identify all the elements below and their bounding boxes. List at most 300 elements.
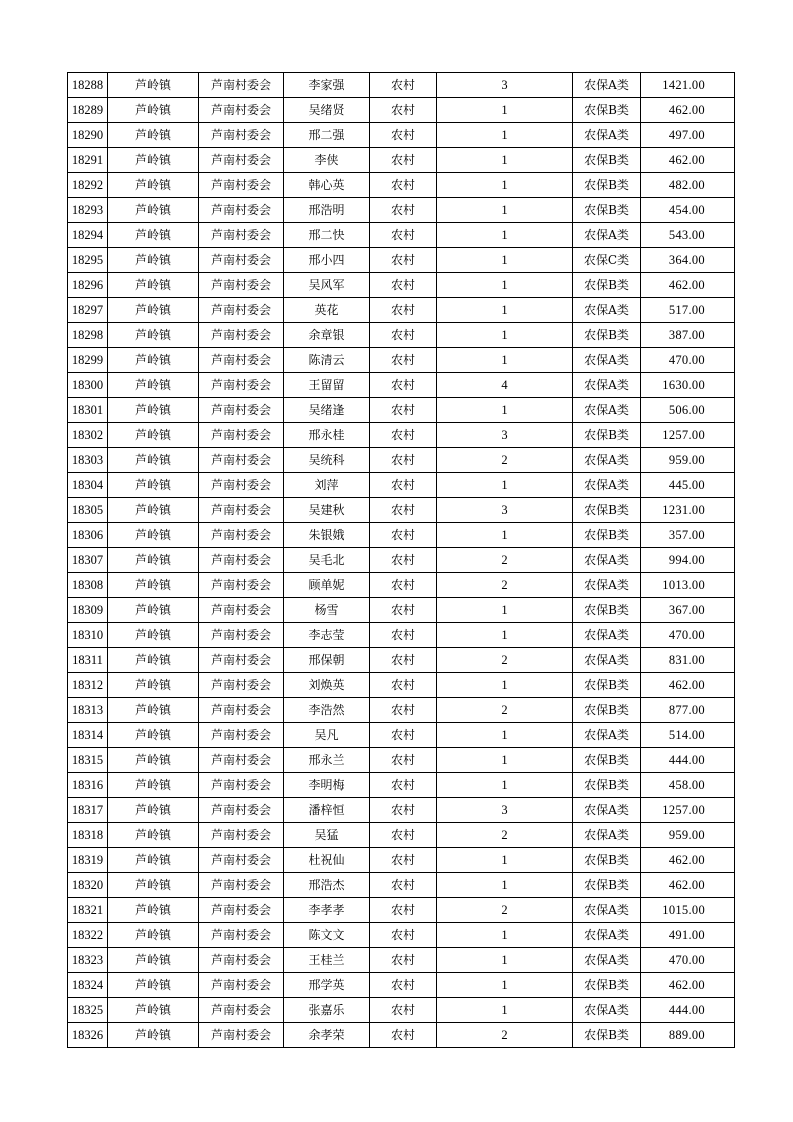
town-cell: 芦岭镇 <box>108 548 199 573</box>
record-id-cell: 18316 <box>68 773 108 798</box>
village-cell: 芦南村委会 <box>199 123 284 148</box>
record-id-cell: 18321 <box>68 898 108 923</box>
amount-cell: 462.00 <box>641 98 735 123</box>
person-name-cell: 杜祝仙 <box>284 848 370 873</box>
amount-cell: 454.00 <box>641 198 735 223</box>
person-name-cell: 刘焕英 <box>284 673 370 698</box>
town-cell: 芦岭镇 <box>108 923 199 948</box>
table-row <box>68 548 735 573</box>
insurance-category-cell: 农保B类 <box>573 848 641 873</box>
area-type-cell: 农村 <box>370 573 437 598</box>
table-row <box>68 73 735 98</box>
insurance-category-cell: 农保A类 <box>573 998 641 1023</box>
town-cell: 芦岭镇 <box>108 498 199 523</box>
insurance-category-cell: 农保A类 <box>573 73 641 98</box>
person-name-cell: 李孝孝 <box>284 898 370 923</box>
town-cell: 芦岭镇 <box>108 423 199 448</box>
area-type-cell: 农村 <box>370 998 437 1023</box>
person-name-cell: 王留留 <box>284 373 370 398</box>
amount-cell: 1013.00 <box>641 573 735 598</box>
insurance-category-cell: 农保A类 <box>573 398 641 423</box>
household-count-cell: 1 <box>437 348 573 373</box>
town-cell: 芦岭镇 <box>108 698 199 723</box>
record-id-cell: 18322 <box>68 923 108 948</box>
person-name-cell: 邢永兰 <box>284 748 370 773</box>
household-count-cell: 1 <box>437 998 573 1023</box>
town-cell: 芦岭镇 <box>108 98 199 123</box>
record-id-cell: 18299 <box>68 348 108 373</box>
amount-cell: 514.00 <box>641 723 735 748</box>
household-count-cell: 1 <box>437 923 573 948</box>
insurance-category-cell: 农保A类 <box>573 723 641 748</box>
area-type-cell: 农村 <box>370 898 437 923</box>
town-cell: 芦岭镇 <box>108 598 199 623</box>
town-cell: 芦岭镇 <box>108 773 199 798</box>
village-cell: 芦南村委会 <box>199 623 284 648</box>
village-cell: 芦南村委会 <box>199 798 284 823</box>
town-cell: 芦岭镇 <box>108 173 199 198</box>
insurance-category-cell: 农保B类 <box>573 973 641 998</box>
table-row <box>68 123 735 148</box>
town-cell: 芦岭镇 <box>108 123 199 148</box>
table-row <box>68 798 735 823</box>
person-name-cell: 朱银娥 <box>284 523 370 548</box>
village-cell: 芦南村委会 <box>199 973 284 998</box>
record-id-cell: 18297 <box>68 298 108 323</box>
person-name-cell: 李家强 <box>284 73 370 98</box>
person-name-cell: 吴毛北 <box>284 548 370 573</box>
insurance-category-cell: 农保A类 <box>573 948 641 973</box>
town-cell: 芦岭镇 <box>108 748 199 773</box>
insurance-category-cell: 农保A类 <box>573 898 641 923</box>
record-id-cell: 18326 <box>68 1023 108 1048</box>
insurance-category-cell: 农保B类 <box>573 1023 641 1048</box>
village-cell: 芦南村委会 <box>199 373 284 398</box>
household-count-cell: 2 <box>437 898 573 923</box>
amount-cell: 387.00 <box>641 323 735 348</box>
town-cell: 芦岭镇 <box>108 148 199 173</box>
town-cell: 芦岭镇 <box>108 523 199 548</box>
person-name-cell: 余章银 <box>284 323 370 348</box>
amount-cell: 959.00 <box>641 448 735 473</box>
amount-cell: 1257.00 <box>641 798 735 823</box>
village-cell: 芦南村委会 <box>199 248 284 273</box>
record-id-cell: 18324 <box>68 973 108 998</box>
insurance-category-cell: 农保B类 <box>573 523 641 548</box>
town-cell: 芦岭镇 <box>108 873 199 898</box>
insurance-category-cell: 农保A类 <box>573 798 641 823</box>
insurance-category-cell: 农保A类 <box>573 298 641 323</box>
household-count-cell: 1 <box>437 398 573 423</box>
record-id-cell: 18308 <box>68 573 108 598</box>
amount-cell: 462.00 <box>641 673 735 698</box>
person-name-cell: 吴统科 <box>284 448 370 473</box>
household-count-cell: 3 <box>437 73 573 98</box>
amount-cell: 470.00 <box>641 348 735 373</box>
area-type-cell: 农村 <box>370 73 437 98</box>
town-cell: 芦岭镇 <box>108 448 199 473</box>
area-type-cell: 农村 <box>370 548 437 573</box>
village-cell: 芦南村委会 <box>199 398 284 423</box>
village-cell: 芦南村委会 <box>199 598 284 623</box>
person-name-cell: 陈文文 <box>284 923 370 948</box>
amount-cell: 445.00 <box>641 473 735 498</box>
household-count-cell: 1 <box>437 623 573 648</box>
household-count-cell: 1 <box>437 948 573 973</box>
household-count-cell: 1 <box>437 523 573 548</box>
person-name-cell: 韩心英 <box>284 173 370 198</box>
town-cell: 芦岭镇 <box>108 798 199 823</box>
amount-cell: 462.00 <box>641 873 735 898</box>
table-row <box>68 148 735 173</box>
household-count-cell: 1 <box>437 98 573 123</box>
person-name-cell: 邢永桂 <box>284 423 370 448</box>
table-row <box>68 673 735 698</box>
town-cell: 芦岭镇 <box>108 298 199 323</box>
household-count-cell: 2 <box>437 548 573 573</box>
amount-cell: 877.00 <box>641 698 735 723</box>
town-cell: 芦岭镇 <box>108 198 199 223</box>
amount-cell: 1630.00 <box>641 373 735 398</box>
household-count-cell: 2 <box>437 448 573 473</box>
area-type-cell: 农村 <box>370 798 437 823</box>
record-id-cell: 18295 <box>68 248 108 273</box>
area-type-cell: 农村 <box>370 923 437 948</box>
record-id-cell: 18302 <box>68 423 108 448</box>
amount-cell: 462.00 <box>641 148 735 173</box>
area-type-cell: 农村 <box>370 423 437 448</box>
area-type-cell: 农村 <box>370 248 437 273</box>
person-name-cell: 李浩然 <box>284 698 370 723</box>
insurance-category-cell: 农保B类 <box>573 323 641 348</box>
person-name-cell: 吴建秋 <box>284 498 370 523</box>
village-cell: 芦南村委会 <box>199 498 284 523</box>
person-name-cell: 李志莹 <box>284 623 370 648</box>
person-name-cell: 邢保朝 <box>284 648 370 673</box>
village-cell: 芦南村委会 <box>199 923 284 948</box>
town-cell: 芦岭镇 <box>108 73 199 98</box>
person-name-cell: 王桂兰 <box>284 948 370 973</box>
town-cell: 芦岭镇 <box>108 673 199 698</box>
insurance-category-cell: 农保B类 <box>573 773 641 798</box>
record-id-cell: 18305 <box>68 498 108 523</box>
town-cell: 芦岭镇 <box>108 373 199 398</box>
record-id-cell: 18289 <box>68 98 108 123</box>
person-name-cell: 邢浩杰 <box>284 873 370 898</box>
household-count-cell: 1 <box>437 123 573 148</box>
insurance-category-cell: 农保C类 <box>573 248 641 273</box>
table-row <box>68 323 735 348</box>
table-row <box>68 373 735 398</box>
person-name-cell: 顾单妮 <box>284 573 370 598</box>
record-id-cell: 18303 <box>68 448 108 473</box>
village-cell: 芦南村委会 <box>199 323 284 348</box>
village-cell: 芦南村委会 <box>199 998 284 1023</box>
amount-cell: 444.00 <box>641 998 735 1023</box>
table-row <box>68 773 735 798</box>
village-cell: 芦南村委会 <box>199 298 284 323</box>
table-row <box>68 873 735 898</box>
town-cell: 芦岭镇 <box>108 223 199 248</box>
household-count-cell: 2 <box>437 823 573 848</box>
insurance-category-cell: 农保B类 <box>573 598 641 623</box>
amount-cell: 462.00 <box>641 973 735 998</box>
record-id-cell: 18304 <box>68 473 108 498</box>
table-row <box>68 973 735 998</box>
village-cell: 芦南村委会 <box>199 673 284 698</box>
record-id-cell: 18309 <box>68 598 108 623</box>
household-count-cell: 1 <box>437 723 573 748</box>
data-table <box>67 72 735 1048</box>
amount-cell: 1421.00 <box>641 73 735 98</box>
table-row <box>68 248 735 273</box>
record-id-cell: 18292 <box>68 173 108 198</box>
town-cell: 芦岭镇 <box>108 1023 199 1048</box>
town-cell: 芦岭镇 <box>108 998 199 1023</box>
person-name-cell: 吴猛 <box>284 823 370 848</box>
insurance-category-cell: 农保A类 <box>573 548 641 573</box>
insurance-category-cell: 农保A类 <box>573 573 641 598</box>
area-type-cell: 农村 <box>370 873 437 898</box>
area-type-cell: 农村 <box>370 748 437 773</box>
amount-cell: 889.00 <box>641 1023 735 1048</box>
record-id-cell: 18313 <box>68 698 108 723</box>
table-row <box>68 298 735 323</box>
record-id-cell: 18290 <box>68 123 108 148</box>
town-cell: 芦岭镇 <box>108 273 199 298</box>
village-cell: 芦南村委会 <box>199 223 284 248</box>
household-count-cell: 1 <box>437 598 573 623</box>
table-row <box>68 598 735 623</box>
insurance-category-cell: 农保B类 <box>573 673 641 698</box>
person-name-cell: 李侠 <box>284 148 370 173</box>
village-cell: 芦南村委会 <box>199 173 284 198</box>
area-type-cell: 农村 <box>370 348 437 373</box>
amount-cell: 462.00 <box>641 273 735 298</box>
amount-cell: 491.00 <box>641 923 735 948</box>
amount-cell: 470.00 <box>641 948 735 973</box>
insurance-category-cell: 农保B类 <box>573 173 641 198</box>
person-name-cell: 李明梅 <box>284 773 370 798</box>
village-cell: 芦南村委会 <box>199 723 284 748</box>
amount-cell: 517.00 <box>641 298 735 323</box>
table-row <box>68 1023 735 1048</box>
village-cell: 芦南村委会 <box>199 898 284 923</box>
household-count-cell: 4 <box>437 373 573 398</box>
table-row <box>68 273 735 298</box>
person-name-cell: 刘萍 <box>284 473 370 498</box>
record-id-cell: 18291 <box>68 148 108 173</box>
area-type-cell: 农村 <box>370 448 437 473</box>
town-cell: 芦岭镇 <box>108 573 199 598</box>
person-name-cell: 邢二快 <box>284 223 370 248</box>
insurance-category-cell: 农保A类 <box>573 348 641 373</box>
person-name-cell: 潘梓恒 <box>284 798 370 823</box>
record-id-cell: 18317 <box>68 798 108 823</box>
household-count-cell: 3 <box>437 798 573 823</box>
town-cell: 芦岭镇 <box>108 398 199 423</box>
person-name-cell: 余孝荣 <box>284 1023 370 1048</box>
table-row <box>68 998 735 1023</box>
village-cell: 芦南村委会 <box>199 98 284 123</box>
insurance-category-cell: 农保B类 <box>573 273 641 298</box>
town-cell: 芦岭镇 <box>108 898 199 923</box>
area-type-cell: 农村 <box>370 173 437 198</box>
amount-cell: 1231.00 <box>641 498 735 523</box>
village-cell: 芦南村委会 <box>199 748 284 773</box>
insurance-category-cell: 农保B类 <box>573 748 641 773</box>
insurance-category-cell: 农保A类 <box>573 923 641 948</box>
insurance-category-cell: 农保A类 <box>573 648 641 673</box>
person-name-cell: 吴绪逢 <box>284 398 370 423</box>
record-id-cell: 18320 <box>68 873 108 898</box>
insurance-category-cell: 农保A类 <box>573 373 641 398</box>
table-row <box>68 848 735 873</box>
village-cell: 芦南村委会 <box>199 848 284 873</box>
person-name-cell: 邢浩明 <box>284 198 370 223</box>
household-count-cell: 1 <box>437 673 573 698</box>
table-row <box>68 698 735 723</box>
town-cell: 芦岭镇 <box>108 648 199 673</box>
record-id-cell: 18325 <box>68 998 108 1023</box>
household-count-cell: 1 <box>437 973 573 998</box>
record-id-cell: 18319 <box>68 848 108 873</box>
town-cell: 芦岭镇 <box>108 348 199 373</box>
area-type-cell: 农村 <box>370 473 437 498</box>
record-id-cell: 18318 <box>68 823 108 848</box>
insurance-category-cell: 农保A类 <box>573 448 641 473</box>
area-type-cell: 农村 <box>370 398 437 423</box>
insurance-category-cell: 农保B类 <box>573 198 641 223</box>
area-type-cell: 农村 <box>370 673 437 698</box>
amount-cell: 831.00 <box>641 648 735 673</box>
village-cell: 芦南村委会 <box>199 523 284 548</box>
record-id-cell: 18301 <box>68 398 108 423</box>
household-count-cell: 1 <box>437 223 573 248</box>
area-type-cell: 农村 <box>370 273 437 298</box>
amount-cell: 470.00 <box>641 623 735 648</box>
area-type-cell: 农村 <box>370 623 437 648</box>
table-row <box>68 948 735 973</box>
village-cell: 芦南村委会 <box>199 148 284 173</box>
town-cell: 芦岭镇 <box>108 323 199 348</box>
insurance-category-cell: 农保A类 <box>573 473 641 498</box>
household-count-cell: 2 <box>437 573 573 598</box>
insurance-category-cell: 农保B类 <box>573 698 641 723</box>
table-row <box>68 523 735 548</box>
area-type-cell: 农村 <box>370 373 437 398</box>
area-type-cell: 农村 <box>370 773 437 798</box>
household-count-cell: 1 <box>437 773 573 798</box>
record-id-cell: 18298 <box>68 323 108 348</box>
record-id-cell: 18310 <box>68 623 108 648</box>
household-count-cell: 3 <box>437 423 573 448</box>
area-type-cell: 农村 <box>370 123 437 148</box>
table-row <box>68 648 735 673</box>
table-row <box>68 198 735 223</box>
area-type-cell: 农村 <box>370 698 437 723</box>
household-count-cell: 1 <box>437 473 573 498</box>
record-id-cell: 18294 <box>68 223 108 248</box>
table-row <box>68 473 735 498</box>
amount-cell: 506.00 <box>641 398 735 423</box>
area-type-cell: 农村 <box>370 223 437 248</box>
area-type-cell: 农村 <box>370 598 437 623</box>
town-cell: 芦岭镇 <box>108 848 199 873</box>
town-cell: 芦岭镇 <box>108 473 199 498</box>
village-cell: 芦南村委会 <box>199 73 284 98</box>
town-cell: 芦岭镇 <box>108 948 199 973</box>
village-cell: 芦南村委会 <box>199 873 284 898</box>
area-type-cell: 农村 <box>370 498 437 523</box>
amount-cell: 959.00 <box>641 823 735 848</box>
table-row <box>68 173 735 198</box>
insurance-category-cell: 农保A类 <box>573 823 641 848</box>
table-row <box>68 98 735 123</box>
record-id-cell: 18315 <box>68 748 108 773</box>
person-name-cell: 英花 <box>284 298 370 323</box>
record-id-cell: 18323 <box>68 948 108 973</box>
record-id-cell: 18306 <box>68 523 108 548</box>
table-row <box>68 498 735 523</box>
village-cell: 芦南村委会 <box>199 448 284 473</box>
household-count-cell: 2 <box>437 698 573 723</box>
town-cell: 芦岭镇 <box>108 973 199 998</box>
table-row <box>68 823 735 848</box>
area-type-cell: 农村 <box>370 648 437 673</box>
village-cell: 芦南村委会 <box>199 198 284 223</box>
amount-cell: 994.00 <box>641 548 735 573</box>
area-type-cell: 农村 <box>370 948 437 973</box>
insurance-category-cell: 农保B类 <box>573 98 641 123</box>
person-name-cell: 邢学英 <box>284 973 370 998</box>
amount-cell: 364.00 <box>641 248 735 273</box>
household-count-cell: 1 <box>437 748 573 773</box>
insurance-category-cell: 农保A类 <box>573 223 641 248</box>
area-type-cell: 农村 <box>370 148 437 173</box>
area-type-cell: 农村 <box>370 973 437 998</box>
village-cell: 芦南村委会 <box>199 948 284 973</box>
village-cell: 芦南村委会 <box>199 473 284 498</box>
table-row <box>68 223 735 248</box>
table-row <box>68 923 735 948</box>
village-cell: 芦南村委会 <box>199 648 284 673</box>
table-row <box>68 348 735 373</box>
household-count-cell: 2 <box>437 648 573 673</box>
table-row <box>68 723 735 748</box>
table-row <box>68 423 735 448</box>
household-count-cell: 1 <box>437 273 573 298</box>
amount-cell: 543.00 <box>641 223 735 248</box>
household-count-cell: 1 <box>437 148 573 173</box>
amount-cell: 1015.00 <box>641 898 735 923</box>
record-id-cell: 18312 <box>68 673 108 698</box>
person-name-cell: 吴绪贤 <box>284 98 370 123</box>
village-cell: 芦南村委会 <box>199 823 284 848</box>
household-count-cell: 2 <box>437 1023 573 1048</box>
area-type-cell: 农村 <box>370 323 437 348</box>
village-cell: 芦南村委会 <box>199 348 284 373</box>
table-row <box>68 898 735 923</box>
town-cell: 芦岭镇 <box>108 823 199 848</box>
insurance-category-cell: 农保B类 <box>573 423 641 448</box>
person-name-cell: 邢小四 <box>284 248 370 273</box>
area-type-cell: 农村 <box>370 298 437 323</box>
table-body <box>68 73 735 1048</box>
table-row <box>68 623 735 648</box>
area-type-cell: 农村 <box>370 198 437 223</box>
area-type-cell: 农村 <box>370 723 437 748</box>
